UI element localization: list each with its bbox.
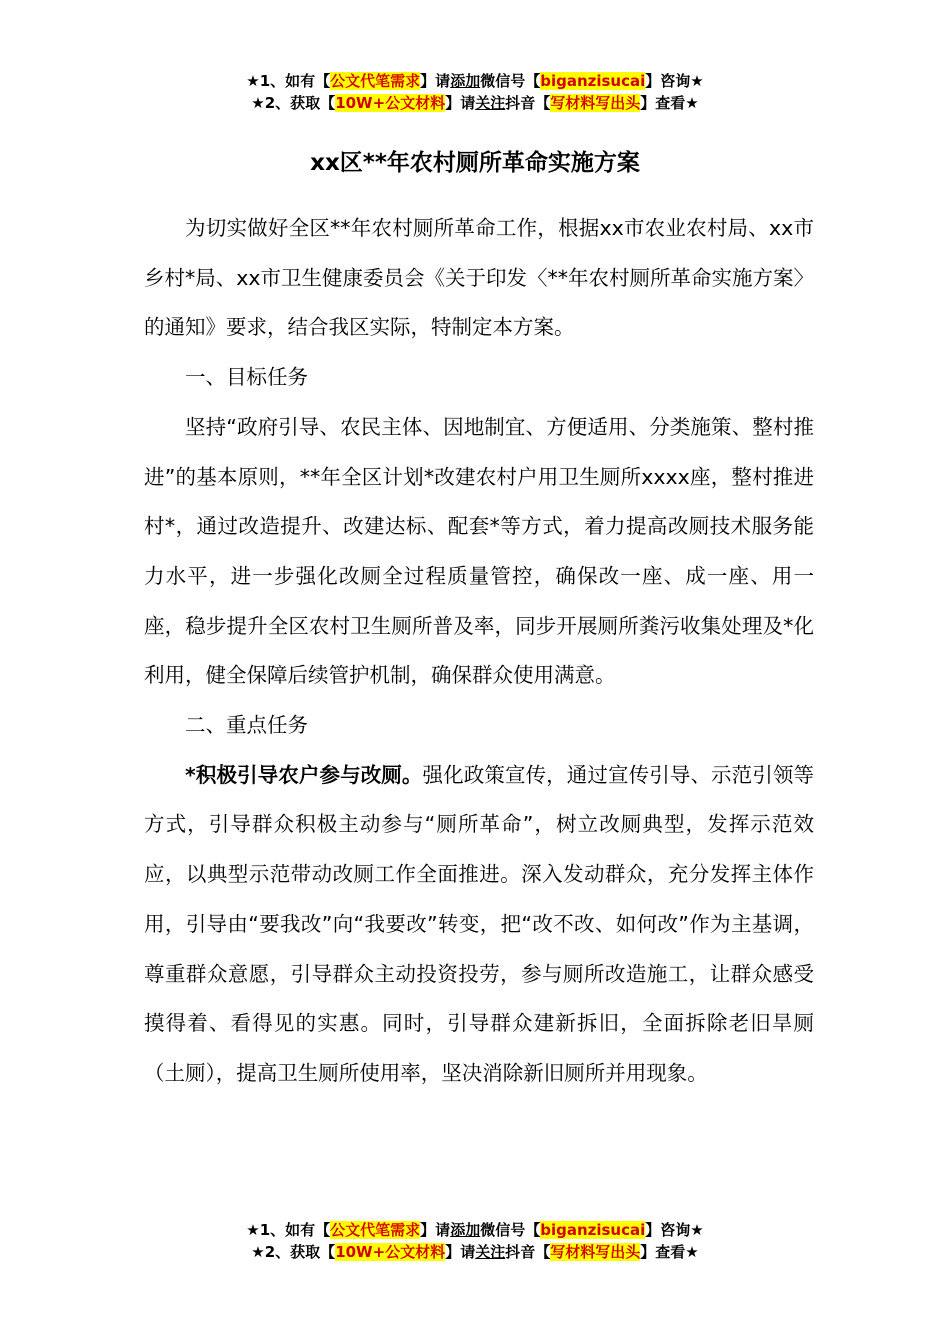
promo-highlight: biganzisucai [540,72,646,90]
promo-text: 】请 [445,94,476,112]
item-lead: *积极引导农户参与改厕。 [185,762,423,787]
promo-line-2 [0,92,950,114]
item-paragraph-1 [144,751,814,1099]
document-body [144,204,814,1099]
item-body: 强化政策宣传，通过宣传引导、示范引领等方式，引导群众积极主动参与“厕所革命”，树立改厕典型，发挥示范效应，以典型示范带动改厕工作全面推进。深入发动群众，充分发挥主体作用，引导由“要我改”向“我要改”转变，把“改不改、如何改”作为主基调，尊重群众意愿，引导群众主动投资投劳，参与厕所改造施工，让群众感受摸得着、看得见的实惠。同时，引导群众建新拆旧，全面拆除老旧旱厕（土厕），提高卫生厕所使用率，坚决消除新旧厕所并用现象。 [144,762,814,1085]
promo-text: ★2、获取【 [251,94,336,112]
promo-text: ★2、获取【 [251,1243,336,1261]
promo-text: 微信号【 [480,72,541,90]
promo-text: 】请 [420,72,451,90]
promo-line-1 [0,1219,950,1241]
promo-underline: 关注 [475,94,506,112]
section-heading-1: 一、目标任务 [185,365,308,390]
section-paragraph-1: 坚持“政府引导、农民主体、因地制宜、方便适用、分类施策、整村推进”的基本原则，**年全区计划*改建农村户用卫生厕所xxxx座，整村推进村*，通过改造提升、改建达标、配套*等方式，着力提高改厕技术服务能力水平，进一步强化改厕全过程质量管控，确保改一座、成一座、用一座，稳步提升全区农村卫生厕所普及率，同步开展厕所粪污收集处理及*化利用，健全保障后续管护机制，确保群众使用满意。 [144,414,814,688]
intro-paragraph: 为切实做好全区**年农村厕所革命工作，根据xx市农业农村局、xx市乡村*局、xx市卫生健康委员会《关于印发〈**年农村厕所革命实施方案〉的通知》要求，结合我区实际，特制定本方案。 [144,216,815,340]
promo-text: 】咨询★ [645,72,704,90]
promo-text: 抖音【 [505,1243,551,1261]
promo-underline: 添加 [450,1221,481,1239]
promo-text: ★1、如有【 [246,72,331,90]
promo-text: 抖音【 [505,94,551,112]
promo-banner-top [0,70,950,114]
promo-highlight: biganzisucai [540,1221,646,1239]
promo-text: 】查看★ [640,94,699,112]
promo-text: ★1、如有【 [246,1221,331,1239]
promo-underline: 关注 [475,1243,506,1261]
promo-text: 微信号【 [480,1221,541,1239]
promo-text: 】查看★ [640,1243,699,1261]
promo-text: 】咨询★ [645,1221,704,1239]
promo-highlight: 写材料写出头 [550,94,641,112]
promo-line-2 [0,1241,950,1263]
promo-line-1 [0,70,950,92]
promo-highlight: 公文代笔需求 [330,1221,421,1239]
promo-text: 】请 [445,1243,476,1261]
promo-text: 】请 [420,1221,451,1239]
promo-highlight: 写材料写出头 [550,1243,641,1261]
section-heading-2: 二、重点任务 [185,713,308,738]
promo-highlight: 公文代笔需求 [330,72,421,90]
promo-highlight: 10W+公文材料 [335,1243,446,1261]
promo-highlight: 10W+公文材料 [335,94,446,112]
promo-banner-bottom [0,1219,950,1263]
promo-underline: 添加 [450,72,481,90]
document-title: xx区**年农村厕所革命实施方案 [310,150,640,176]
